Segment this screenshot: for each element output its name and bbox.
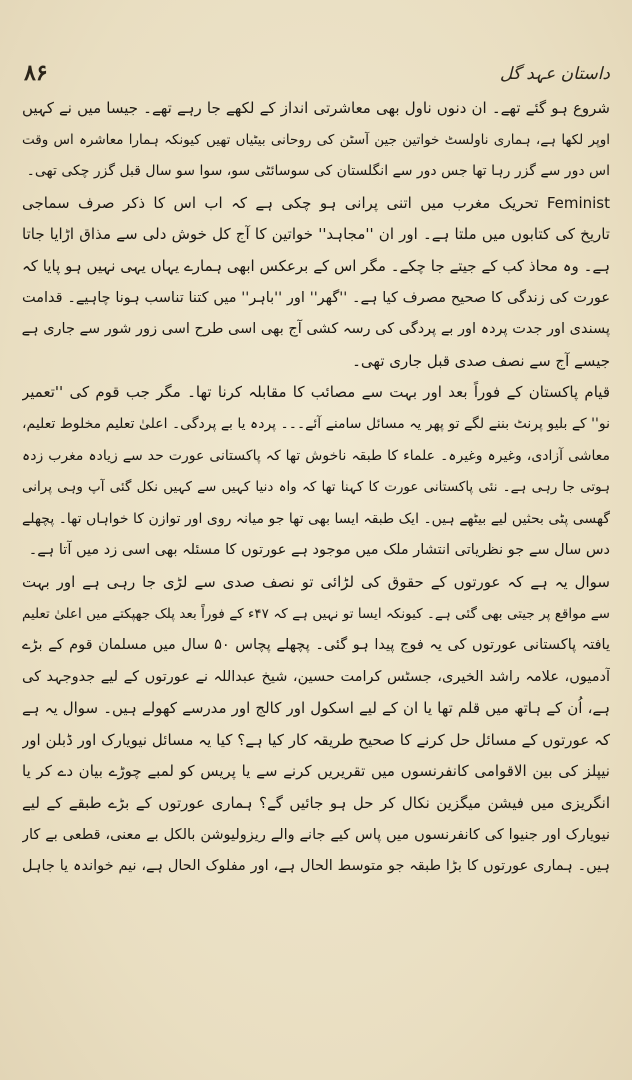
text-line: دس سال سے جو نظریاتی انتشار ملک میں موجود ہے عورتوں کا مسئلہ بھی اسی زد میں آتا ہے۔ — [28, 542, 610, 559]
text-line: نیویارک اور جنیوا کی کانفرنسوں میں پاس کیے جانے والے ریزولیوشن بالکل بے معنی، قطعی بے کار — [22, 826, 610, 843]
running-title: داستان عہد گل — [499, 63, 610, 84]
body-text — [22, 93, 610, 883]
text-line: سوال یہ ہے کہ عورتوں کے حقوق کی لڑائی تو نصف صدی سے لڑی جا رہی ہے اور بہت — [22, 572, 610, 591]
page-number: ۸۶ — [24, 60, 48, 86]
text-line: ہے، اُن کے ہاتھ میں قلم تھا یا ان کے لیے اسکول اور کالج اور مدرسے کھولے ہیں۔ سوال یہ ہے — [22, 699, 610, 718]
text-line: کہ عورتوں کے مسائل حل کرنے کا صحیح طریقہ کار کیا ہے؟ کیا یہ مسائل نیویارک اور ڈبلن اور — [22, 730, 610, 749]
paragraph-3 — [22, 377, 610, 567]
page-header — [24, 56, 610, 90]
text-line: شروع ہو گئے تھے۔ ان دنوں ناول بھی معاشرتی انداز کے لکھے جا رہے تھے۔ جیسا میں نے کہیں — [22, 99, 610, 117]
paragraph-4 — [22, 567, 610, 883]
text-line: Feminist تحریک مغرب میں اتنی پرانی ہو چکی ہے کہ اب اس کا ذکر صرف سماجی — [22, 193, 610, 212]
text-line: نیپلز کی بین الاقوامی کانفرنسوں میں تقریریں کرنے سے یا پریس کو لمبے چوڑے بیان دے کر یا — [22, 762, 610, 781]
text-line: انگریزی میں فیشن میگزین نکال کر حل ہو جائیں گے؟ ہماری عورتوں کے بڑے طبقے کے لیے — [22, 794, 610, 813]
text-line: عورت کی زندگی کا صحیح مصرف کیا ہے۔ ''گھر'' اور ''باہر'' میں کتنا تناسب ہونا چاہیے۔ قدامت — [22, 289, 610, 306]
text-line: قیام پاکستان کے فوراً بعد اور بہت سے مصائب کا مقابلہ کرنا تھا۔ مگر جب قوم کی ''تعمیر — [22, 383, 610, 402]
text-line: پسندی اور جدت پردہ اور بے پردگی کی رسہ کشی آج بھی اسی طرح اسی زور شور سے جاری ہے — [22, 321, 610, 338]
text-line: تاریخ کی کتابوں میں ملتا ہے۔ اور ان ''مجاہد'' خواتین کا آج کل خوش دلی سے مذاق اڑایا جاتا — [22, 225, 610, 244]
text-line: نو'' کے بلیو پرنٹ بننے لگے تو پھر یہ مسائل سامنے آئے۔۔۔ پردہ یا بے پردگی۔ اعلیٰ تعلیم مخلوط تعلیم، — [22, 415, 610, 432]
text-line: ہوتی جا رہی ہے۔ نئی پاکستانی عورت کا کہنا تھا کہ واہ دنیا کہیں سے کہیں نکل گئی آپ وہی پرانی — [22, 479, 610, 496]
paragraph-1 — [22, 93, 610, 188]
text-line: ہیں۔ ہماری عورتوں کا بڑا طبقہ جو متوسط الحال ہے، اور مفلوک الحال ہے، نیم خواندہ یا جاہل — [22, 858, 610, 875]
text-line: آدمیوں، علامہ راشد الخیری، جسٹس کرامت حسین، شیخ عبداللہ نے عورتوں کے لیے جدوجہد کی — [22, 668, 610, 685]
paragraph-2 — [22, 188, 610, 378]
text-line: ہے۔ وہ محاذ کب کے جیتے جا چکے۔ مگر اس کے برعکس ابھی ہمارے یہاں یہی نہیں ہو پایا کہ — [22, 256, 610, 275]
text-line: جیسے آج سے نصف صدی قبل جاری تھی۔ — [352, 351, 610, 370]
text-line: اوپر لکھا ہے، ہماری ناولسٹ خواتین جین آسٹن کی روحانی بیٹیاں تھیں کیونکہ ہمارا معاشرہ اس وقت — [22, 131, 610, 148]
text-line: معاشی آزادی، وغیرہ وغیرہ۔ علماء کا طبقہ ناخوش تھا کہ پاکستانی عورت حد سے زیادہ مغرب زدہ — [22, 447, 610, 464]
text-line: سے مواقع پر جیتی بھی گئی ہے۔ کیونکہ ایسا تو نہیں ہے کہ ۴۷ء کے فوراً بعد پلک جھپکتے میں اعلیٰ تعلیم — [22, 605, 610, 622]
text-line: گھسی پٹی بحثیں لیے بیٹھے ہیں۔ ایک طبقہ ایسا بھی تھا جو میانہ روی اور توازن کا خواہاں تھا۔ پچھلے — [22, 510, 610, 527]
text-line: یافتہ پاکستانی عورتوں کی یہ فوج پیدا ہو گئی۔ پچھلے پچاس ۵۰ سال میں مسلمان قوم کے بڑے — [22, 637, 610, 654]
text-line: اس دور سے گزر رہا تھا جس دور سے انگلستان کی سوسائٹی سو، سوا سو سال قبل گزر چکی تھی۔ — [26, 163, 610, 180]
